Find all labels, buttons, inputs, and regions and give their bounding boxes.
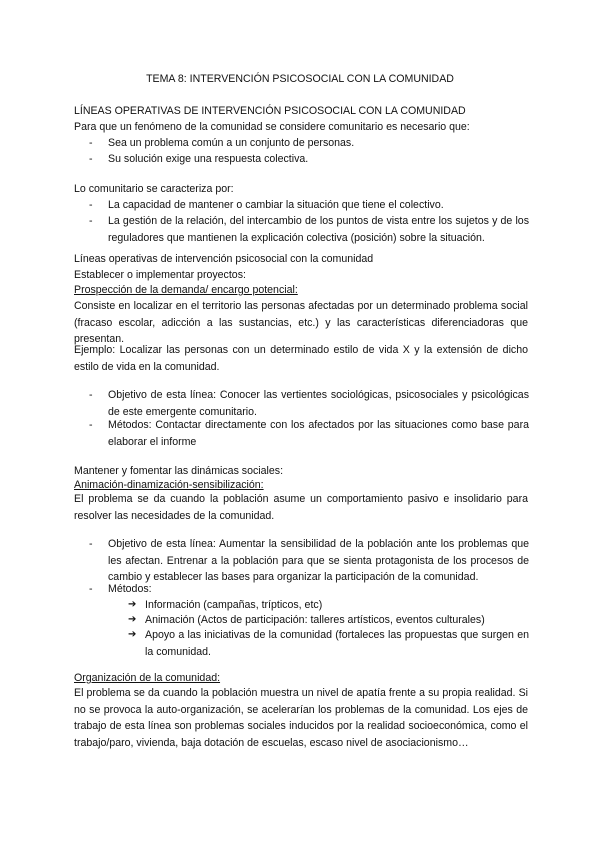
list-item-text: La capacidad de mantener o cambiar la situación que tiene el colectivo. <box>108 199 444 211</box>
dash-marker: - <box>89 538 93 550</box>
dash-marker: - <box>89 215 93 227</box>
section1-intro2: Lo comunitario se caracteriza por: <box>74 183 234 195</box>
line2-title: Animación-dinamización-sensibilización: <box>74 479 264 491</box>
line2-text: El problema se da cuando la población asume un comportamiento pasivo e insolidario para resolver las necesidades de la comunidad. <box>74 493 528 522</box>
list-item-text: Objetivo de esta línea: Aumentar la sensibilidad de la población ante los problemas que les afectan. Entrenar a la población para que se sienta protagonista de los procesos de cambio y establecer las bases para organizar la participación de la comunidad. <box>108 538 529 584</box>
dash-marker: - <box>89 199 93 211</box>
section3-sub: Mantener y fomentar las dinámicas sociales: <box>74 465 284 477</box>
method-text: Animación (Actos de participación: talleres artísticos, eventos culturales) <box>145 614 485 626</box>
list-item-text: Su solución exige una respuesta colectiva. <box>108 153 309 165</box>
page-title: TEMA 8: INTERVENCIÓN PSICOSOCIAL CON LA COMUNIDAD <box>146 73 454 85</box>
list-item-text: La gestión de la relación, del intercambio de los puntos de vista entre los sujetos y de los reguladores que mantienen la explicación colectiva (posición) sobre la situación. <box>108 215 529 244</box>
line1-text: Consiste en localizar en el territorio las personas afectadas por un determinado problema social (fracaso escolar, adicción a las sustancias, etc.) y las características diferenciadoras que presentan. <box>74 300 528 346</box>
list-item <box>89 417 529 450</box>
line3-text: El problema se da cuando la población muestra un nivel de apatía frente a su propia realidad. Si no se provoca la auto-organización, se acelerarían los problemas de la comunidad. Los ejes de trabajo de esta línea son problemas sociales inducidos por la realidad socioeconómica, como el trabajo/paro, vivienda, baja dotación de escuelas, escaso nivel de asociacionismo… <box>74 687 528 749</box>
section2-heading: Líneas operativas de intervención psicosocial con la comunidad <box>74 253 374 265</box>
dash-marker: - <box>89 389 93 401</box>
list-item-text: Métodos: Contactar directamente con los afectados por las situaciones como base para elaborar el informe <box>108 419 529 448</box>
list-item <box>89 213 529 246</box>
arrow-icon: ➔ <box>128 599 137 610</box>
line1-example: Ejemplo: Localizar las personas con un determinado estilo de vida X y la extensión de dicho estilo de vida en la comunidad. <box>74 344 528 373</box>
method-text: Información (campañas, trípticos, etc) <box>145 599 323 611</box>
list-item-text: Métodos: <box>108 583 152 595</box>
dash-marker: - <box>89 153 93 165</box>
list-item-text: Objetivo de esta línea: Conocer las vertientes sociológicas, psicosociales y psicológicas de este emergente comunitario. <box>108 389 529 418</box>
section2-sub: Establecer o implementar proyectos: <box>74 269 246 281</box>
line3-title: Organización de la comunidad: <box>74 672 221 684</box>
dash-marker: - <box>89 419 93 431</box>
method-text: Apoyo a las iniciativas de la comunidad (fortaleces las propuestas que surgen en la comunidad. <box>145 629 529 658</box>
list-item <box>89 151 529 168</box>
arrow-icon: ➔ <box>128 629 137 640</box>
section1-heading: LÍNEAS OPERATIVAS DE INTERVENCIÓN PSICOSOCIAL CON LA COMUNIDAD <box>74 105 466 117</box>
arrow-icon: ➔ <box>128 614 137 625</box>
method-item <box>128 627 529 660</box>
line1-title: Prospección de la demanda/ encargo potencial: <box>74 284 298 296</box>
dash-marker: - <box>89 583 93 595</box>
dash-marker: - <box>89 137 93 149</box>
section1-intro: Para que un fenómeno de la comunidad se considere comunitario es necesario que: <box>74 121 470 133</box>
list-item <box>89 135 529 152</box>
list-item <box>89 387 529 420</box>
list-item <box>89 197 529 214</box>
list-item <box>89 536 529 586</box>
list-item <box>89 581 529 598</box>
list-item-text: Sea un problema común a un conjunto de personas. <box>108 137 355 149</box>
